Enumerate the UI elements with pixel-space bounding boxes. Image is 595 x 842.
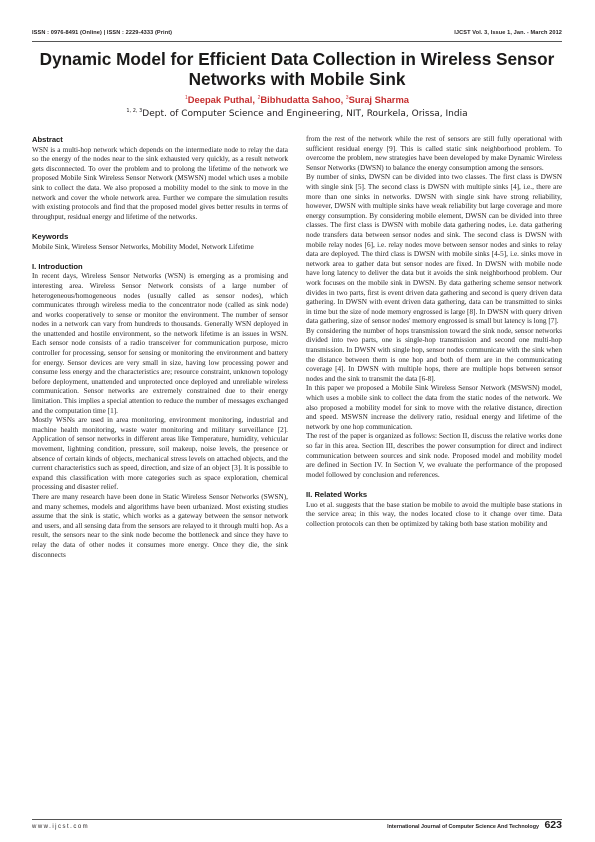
affiliation <box>32 108 562 119</box>
author-2-mark: 2 <box>257 94 261 101</box>
spacer <box>32 252 288 262</box>
page-number: 623 <box>544 819 562 831</box>
spacer <box>306 480 562 490</box>
author-line <box>32 94 562 105</box>
right-paragraph-4: In this paper we proposed a Mobile Sink Wireless Sensor Network (MSWSN) model, which uses a mobile sink to collect the data from the static nodes of the network. We also proposed a mobility model for sink to move with the relative distance, direction and speed. MSWSN increase the delivery ratio, residual energy and lifetime of the network by one hop communication. <box>306 384 562 431</box>
author-1-name: Deepak Puthal, <box>187 94 258 105</box>
author-3-name: Suraj Sharma <box>348 94 410 105</box>
right-paragraph-2: By number of sinks, DWSN can be divided into two classes. The first class is DWSN with single sink [5]. The second class is DWSN with multiple sinks [4], i.e., there are more than one sinks in networks. DWSN with single sink have strong reliability, however, DWSN with multiple sinks have weak reliability but large coverage and more energy consumption. By considering mobile element, DWSN can be divided into three classes. The first class is DWSN with mobile data gathering nodes, i.e. data gathering node transfers data between sensor nodes and sink. The second class is DWSN with mobile relay nodes [6], i.e. relay nodes move between sensor nodes and sinks to relay data are deployed. The third class is DWSN with mobile sinks [4-5], i.e. sinks move in network area to gather data but sensor nodes are fixed. In DWSN with mobile node have long latency to deliver the data but it avoids the sink neighborhood problem. Our work focuses on the mobile sink in DWSN. By data gathering scheme sensor network divides in two parts, first is event driven data gathering and second is query driven data gathering. In DWSN with event driven data gathering, data can be transmitted to sinks in time but the size of node memory engrossed is large [8]. In DWSN with query driven data gathering, size of sensor nodes' memory engrossed is small but latency is long [7]. <box>306 173 562 326</box>
author-2-name: Bibhudatta Sahoo, <box>260 94 346 105</box>
issn-header: ISSN : 0976-8491 (Online) | ISSN : 2229-4333 (Print) <box>32 30 173 36</box>
author-1-mark: 1 <box>184 94 188 101</box>
paper-title: Dynamic Model for Efficient Data Collection in Wireless Sensor Networks with Mobile Sink <box>39 49 555 89</box>
introduction-heading: I. Introduction <box>32 261 83 271</box>
affiliation-text: Dept. of Computer Science and Engineering, NIT, Rourkela, Orissa, India <box>142 109 468 119</box>
introduction-paragraph-3: There are many research have been done in Static Wireless Sensor Networks (SWSN), and many schemes, models and algorithms have been urbanized. Most existing studies assume that the sink is static, which works as a gateway between the sensor network and users, and all sensing data from the sensors are relayed to it through multi hop. As a result, the sensors near to the sink node become the bottleneck and since they have to relay the data of other nodes it consumes more energy. Once they die, the sink disconnects <box>32 492 288 559</box>
journal-issue-header: IJCST Vol. 3, Issue 1, Jan. - March 2012 <box>454 30 562 36</box>
footer-website: www.ijcst.com <box>32 824 90 830</box>
right-paragraph-3: By considering the number of hops transmission toward the sink node, sensor networks divided into two parts, one is single-hop transmission and second one multi-hop transmission. In DWSN with single hop, sensor nodes communicate with the sink when the distance between them is one hop and both of them are in the communicating coverage [4]. In DWSN with multiple hops, there are multiple hops between sensor nodes and the sink to transmit the data [6-8]. <box>306 326 562 383</box>
related-works-text: Luo et al. suggests that the base station be mobile to avoid the multiple base stations in the service area; in this way, the nodes located close to it change over time. Data collection protocols can then be optimized by taking both base station mobility and <box>306 500 562 528</box>
affiliation-marks: 1, 2, 3 <box>126 108 143 114</box>
abstract-heading: Abstract <box>32 135 63 144</box>
abstract-text: WSN is a multi-hop network which depends on the intermediate node to relay the data so the energy of the nodes near to the sink exhausted very quickly, as a result network gets disconnected. To over the problem and to prolong the lifetime of the network we proposed Mobile Sink Wireless Sensor Network (MSWSN) model which uses a mobile sink to collect the data. We also proposed a mobility model to the sink to move in the network and cover the whole network area. Further we compare the simulation results with existing protocols and find that the proposed model gives better results in terms of throughput, residual energy and lifetime of the networks. <box>32 145 288 221</box>
keywords-heading: Keywords <box>32 231 69 241</box>
left-column <box>32 135 288 560</box>
spacer <box>32 222 288 232</box>
right-paragraph-1: from the rest of the network while the rest of sensors are still fully operational with sufficient residual energy [9]. This is called static sink neighborhood problem. To overcome the problem, new strategies have been developed by make Dynamic Wireless Sensor Networks (DWSN) to balance the energy consumption among the sensors. <box>306 135 562 172</box>
introduction-paragraph-2: Mostly WSNs are used in area monitoring, environment monitoring, industrial and machine health monitoring, waste water monitoring and military surveillance [2]. Application of sensor networks in different areas like Temperature, humidity, vehicular movement, lightning condition, pressure, soil makeup, noise levels, the presence or absence of certain kinds of objects, mechanical stress levels on attached objects, and the current characteristics such as speed, direction, and size of an object [3]. It is possible to expand this classification with more categories such as space exploration, chemical processing and disaster relief. <box>32 416 288 492</box>
author-3-mark: 3 <box>345 94 349 101</box>
right-paragraph-5: The rest of the paper is organized as follows: Section II, discuss the relative works done so far in this area. Section III, describes the power consumption for direct and indirect communication between sources and sink node. Proposed model and mobility model are defined in Section IV. In Section V, we evaluate the performance of the proposed model followed by conclusion and references. <box>306 432 562 479</box>
header-rule <box>32 41 562 42</box>
keywords-text: Mobile Sink, Wireless Sensor Networks, Mobility Model, Network Lifetime <box>32 242 254 251</box>
footer-rule <box>32 819 562 820</box>
introduction-paragraph-1: In recent days, Wireless Sensor Networks (WSN) is emerging as a promising and interesting area. Wireless Sensor Network consists of a large number of heterogeneous/homogeneous nodes (usually called as sensor nodes), which communicates through wireless media to the concentrator node (called as sink node) and works cooperatively to sense or monitor the environment. The number of sensor nodes in a network can vary from hundreds to thousands. Generally WSN deployed in the unattended and hostile environment, so the network lifetime is an issues in WSN. Each sensor node consists of a radio transceiver for communication purpose, micro controller for processing, sensor for sensing or monitoring the environment and battery for energy. Sensor devices are very small in size, having low processing power and consume less energy and the characteristics are; resource constraint, unknown topology before deployment, unattended and unprotected once deployed and unreliable wireless communication. Sensor networks are extremely constrained due to their energy limitation. This implies a special attention to reduce the number of messages exchanged and the computation time [1]. <box>32 272 288 415</box>
right-column <box>306 135 562 529</box>
related-works-heading: II. Related Works <box>306 489 368 499</box>
footer-journal-name: International Journal of Computer Science And Technology <box>387 824 539 830</box>
